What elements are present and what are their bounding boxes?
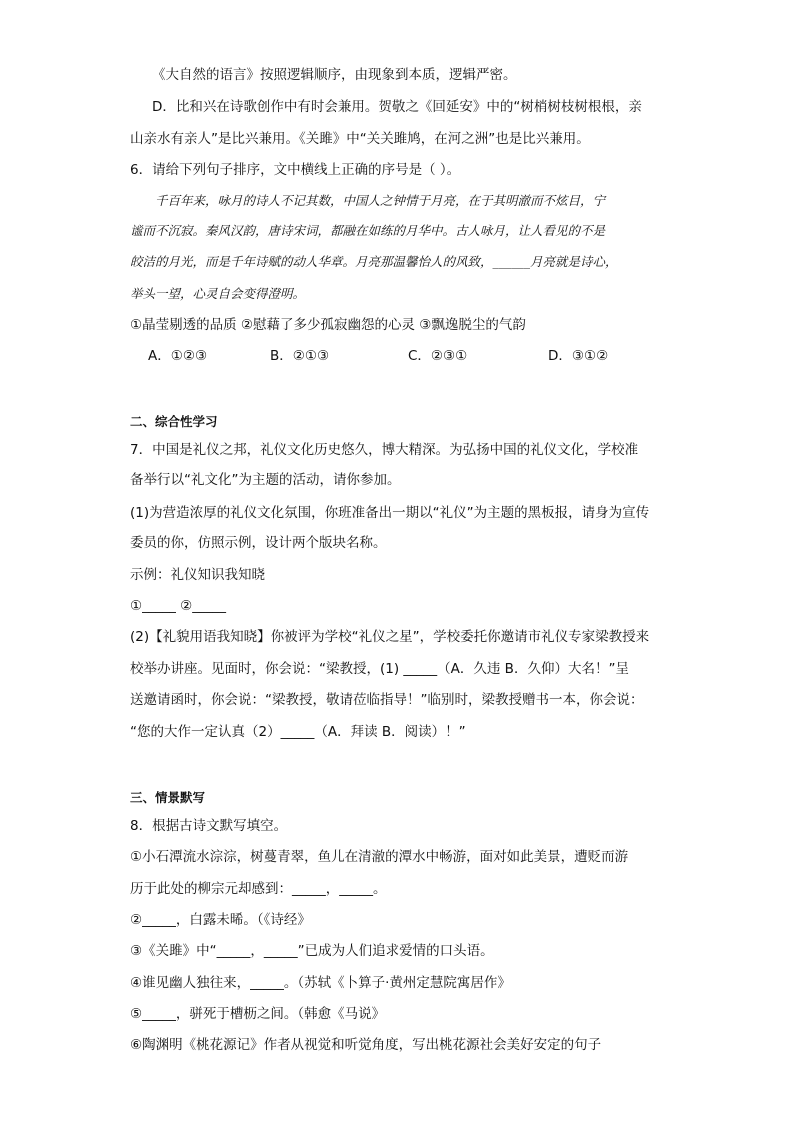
- q6-passage-line3: 皎洁的月光，而是千年诗赋的动人华章。月亮那温馨怡人的风致，______月亮就是诗心，: [130, 254, 618, 269]
- q7-line2: 备举行以“礼文化”为主题的活动，请你参加。: [130, 472, 401, 488]
- q7-part1-line1: (1)为营造浓厚的礼仪文化氛围，你班准备出一期以“礼仪”为主题的黑板报，请身为宣传: [130, 505, 650, 521]
- q7-answer-blanks: ①_____ ②_____: [130, 598, 226, 614]
- q8-stem: 8．根据古诗文默写填空。: [130, 818, 288, 834]
- q8-item3: ③《关雎》中“_____，_____”已成为人们追求爱情的口头语。: [130, 943, 494, 959]
- q6-option-a: A．①②③: [148, 348, 208, 364]
- q7-part1-line2: 委员的你，仿照示例，设计两个版块名称。: [130, 535, 387, 551]
- q8-item6: ⑥陶渊明《桃花源记》作者从视觉和听觉角度，写出桃花源社会美好安定的句子: [130, 1037, 602, 1053]
- q6-option-b: B．②①③: [270, 348, 330, 364]
- q6-passage-line1: 千百年来，咏月的诗人不记其数，中国人之钟情于月亮，在于其明澈而不炫目，宁: [155, 193, 606, 208]
- q5-option-c-tail: 《大自然的语言》按照逻辑顺序，由现象到本质，逻辑严密。: [152, 67, 517, 83]
- q8-item1-line1: ①小石潭流水淙淙，树蔓青翠，鱼儿在清澈的潭水中畅游，面对如此美景，遭贬而游: [130, 849, 629, 865]
- q6-sentence-items: ①晶莹剔透的品质 ②慰藉了多少孤寂幽怨的心灵 ③飘逸脱尘的气韵: [130, 317, 526, 333]
- q6-option-d: D．③①②: [548, 348, 609, 364]
- q6-passage-line2: 谧而不沉寂。秦风汉韵，唐诗宋词，都融在如练的月华中。古人咏月，让人看见的不是: [130, 223, 606, 238]
- q7-example: 示例：礼仪知识我知晓: [130, 567, 265, 583]
- q7-part2-line3: 送邀请函时，你会说：“梁教授，敬请莅临指导！”临别时，梁教授赠书一本，你会说：: [130, 692, 644, 708]
- q7-line1: 7．中国是礼仪之邦，礼仪文化历史悠久，博大精深。为弘扬中国的礼仪文化，学校准: [130, 442, 639, 458]
- q6-option-c: C．②③①: [408, 348, 468, 364]
- q8-item4: ④谁见幽人独往来，_____。（苏轼《卜算子·黄州定慧院寓居作》: [130, 975, 511, 991]
- q7-part2-line4: “您的大作一定认真（2）_____（A．拜读 B．阅读）！”: [130, 724, 466, 740]
- q5-option-d-line1: D．比和兴在诗歌创作中有时会兼用。贺敬之《回延安》中的“树梢树枝树根根，亲: [152, 99, 642, 115]
- q8-item2: ②_____，白露未晞。（《诗经》: [130, 912, 311, 928]
- q8-item5: ⑤_____，骈死于槽枥之间。（韩愈《马说》: [130, 1006, 386, 1022]
- q7-part2-line1: (2)【礼貌用语我知晓】你被评为学校“礼仪之星”，学校委托你邀请市礼仪专家梁教授来: [130, 629, 650, 645]
- section2-heading: 二、综合性学习: [130, 414, 218, 429]
- q7-part2-line2: 校举办讲座。见面时，你会说：“梁教授，(1) _____（A．久违 B．久仰）大名！”呈: [130, 661, 629, 677]
- q8-item1-line2: 历于此处的柳宗元却感到：_____，_____。: [130, 881, 387, 897]
- section3-heading: 三、情景默写: [130, 790, 206, 805]
- q6-passage-line4: 举头一望，心灵自会变得澄明。: [130, 286, 306, 301]
- q5-option-d-line2: 山亲水有亲人”是比兴兼用。《关雎》中“关关雎鸠，在河之洲”也是比兴兼用。: [130, 131, 590, 147]
- q6-stem: 6．请给下列句子排序，文中横线上正确的序号是（ ）。: [130, 162, 461, 178]
